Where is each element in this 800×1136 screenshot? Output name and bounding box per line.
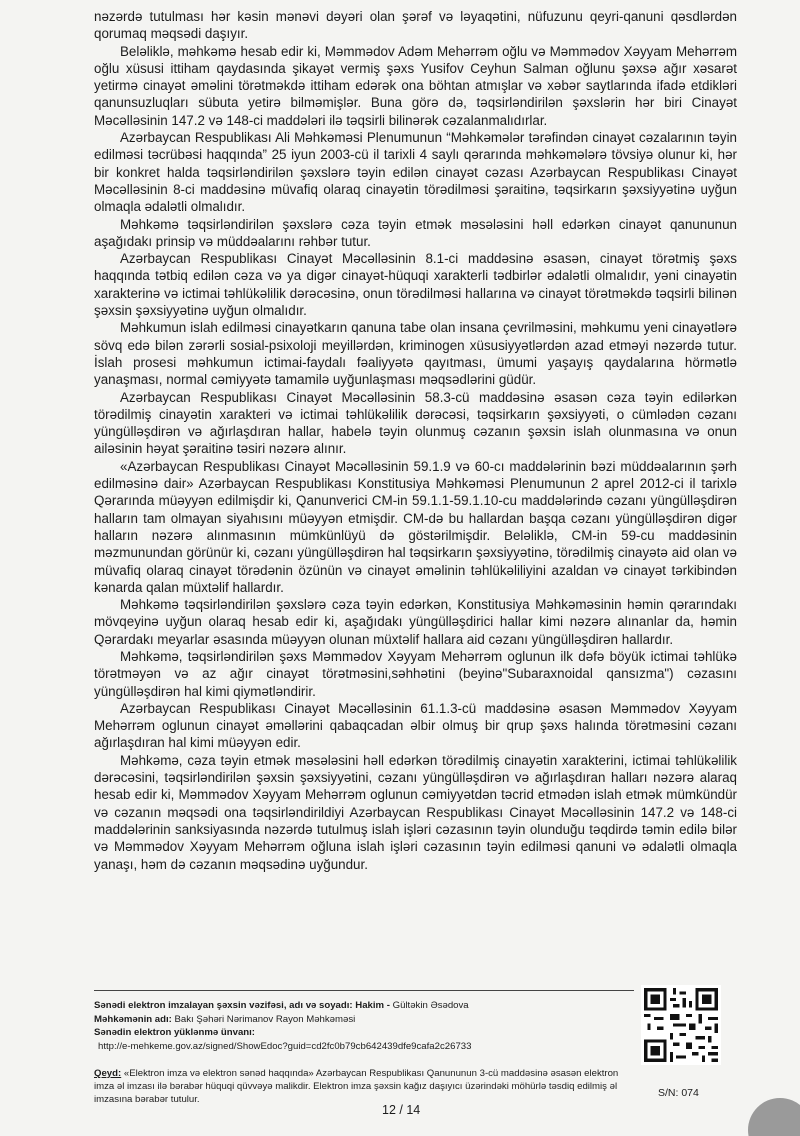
paragraph: Məhkumun islah edilməsi cinayətkarın qanuna tabe olan insana çevrilməsini, məhkumu yeni cinayətlərə sövq edə bilən zərərli sosial-psixoloji meyillərdən, kriminogen xüsusiyyətlərdən azad etməyi nəzərdə tutur. İslah prosesi məhkumun ictimai-faydalı fəaliyyətə qayıtması, ümumi yaşayış qaydalarına hörmətlə yanaşması, normal cəmiyyətə tamamilə uyğunlaşması məqsədlərini güdür. (94, 320, 737, 388)
paragraph: Məhkəmə, cəza təyin etmək məsələsini həll edərkən törədilmiş cinayətin xarakterini, ictimai təhlükəlilik dərəcəsini, təqsirləndirilən şəxsin şəxsiyyətini, cəzanı yüngülləşdirən və ağırlaşdıran halları nəzərə alaraq hesab edir ki, Məmmədov Xəyyam Mehərrəm oglunun cəmiyyətdən təcrid etmədən islah etmək mümkündür və cəzanın məqsədi ona təqsirləndirildiyi Azərbaycan Respublikası Cinayət Məcəlləsinin 147.2 və 148-ci maddələrinin sanksiyasında nəzərdə tutulmuş islah işləri cəzasının təyin olunduğu təqdirdə təmin edilə bilər və Məmmədov Xəyyam Mehərrəm oğluna islah işləri cəzasının təyin edilməsi qanuni və ədalətli olmaqla yanaşı, həm də cəzanın məqsədinə uyğundur. (94, 752, 737, 872)
address-label: Sənədin elektron yüklənmə ünvanı: (94, 1027, 256, 1039)
note-label: Qeyd: (94, 1068, 122, 1079)
signer-label: Sənədi elektron imzalayan şəxsin vəzifəsi, adı və soyadı: Hakim - (94, 1000, 390, 1011)
document-url[interactable]: http://e-mehkeme.gov.az/signed/ShowEdoc?guid=cd2fc0b79cb642439dfe9cafa2c26733 (98, 1040, 472, 1052)
paragraph: Məhkəmə təqsirləndirilən şəxslərə cəza təyin etmək məsələsini həll edərkən cinayət qanununun aşağıdakı prinsip və müddəalarını rəhbər tutur. (94, 216, 737, 249)
paragraph: Beləliklə, məhkəmə hesab edir ki, Məmmədov Adəm Mehərrəm oğlu və Məmmədov Xəyyam Mehərrəm oğlu xüsusi ittiham qaydasında şikayət vermiş şəxs Yusifov Ceyhun Salman oğlunu şəxsə ağır xəsarət yetirmə cinayət əməlini törətməkdə ittiham edərək ona böhtan atmışlar və xəbər saytlarında ifadə etdikləri qanunsuzluqları sübuta yetirə bilməmişlər. Buna görə də, təqsirləndirilən şəxslərin hər biri Cinayət Məcəlləsinin 147.2 və 148-ci maddələri ilə təqsirli bilinərək cəzalanmalıdırlar. (94, 43, 737, 128)
court-label: Məhkəmənin adı: (94, 1013, 172, 1025)
qr-code-icon (641, 985, 721, 1065)
paragraph: Azərbaycan Respublikası Cinayət Məcəlləsinin 61.1.3-cü maddəsinə əsasən Məmmədov Xəyyam Mehərrəm oglunun cinayət əməllərini qabaqcadan əlbir olmuş bir qrup şəxs halında törətməsini cəzanı ağırlaşdıran hal kimi müəyyən edir. (94, 700, 737, 751)
note-text: «Elektron imza və elektron sənəd haqqında» Azərbaycan Respublikası Qanununun 3-cü maddəsinə əsasən elektron imza əl imzası ilə bərabər hüquqi qüvvəyə malikdir. Elektron imza şəxsin kağız daşıyıcı üzərindəki möhürlə təsdiq edilmiş əl imzasına bərabər tutulur. (94, 1068, 619, 1105)
signer-name: Gültəkin Əsədova (392, 1000, 469, 1011)
footer-divider (94, 990, 634, 991)
serial-number: S/N: 074 (658, 1087, 699, 1099)
legal-note (94, 1067, 624, 1106)
court-line (94, 1013, 624, 1027)
court-name: Bakı Şəhəri Nərimanov Rayon Məhkəməsi (174, 1013, 356, 1025)
signer-line (94, 999, 624, 1013)
paragraph: Məhkəmə, təqsirləndirilən şəxs Məmmədov Xəyyam Mehərrəm oglunun ilk dəfə böyük ictimai təhlükə törətməyən və az ağır cinayət törətməsini,səhhətini (beyinə"Subaraxnoidal qansızma") cəzasını yüngülləşdirən hal kimi qiymətləndirir. (94, 648, 737, 699)
paragraph: Azərbaycan Respublikası Ali Məhkəməsi Plenumunun “Məhkəmələr tərəfindən cinayət cəzalarının təyin edilməsi təcrübəsi haqqında” 25 iyun 2003-cü il tarixli 4 saylı qərarında məhkəmələrə tövsiyə olunur ki, hər bir konkret halda təqsirləndirilən şəxslərə təyin edilən cinayət cəzası Azərbaycan Respublikası Cinayət Məcəlləsinin 8-ci maddəsinə müvafiq olaraq cinayətin törədilməsi şəraitinə, təqsirkarın şəxsiyyətinə uyğun olmaqla ədalətli olmalıdır. (94, 130, 737, 215)
paragraph: Məhkəmə təqsirləndirilən şəxslərə cəza təyin edərkən, Konstitusiya Məhkəməsinin həmin qərarındakı mövqeyinə uyğun olaraq hesab edir ki, aşağıdakı yüngülləşdirici hallar kimi nəzərə alınanlar da, həmin Qərardakı meyarlar əsasında müəyyən olunan müxtəlif hallara aid cəzanı yüngülləşdirən hallardır. (94, 597, 737, 647)
signature-metadata (94, 999, 624, 1053)
page-number: 12 / 14 (382, 1103, 421, 1117)
paragraph: Azərbaycan Respublikası Cinayət Məcəlləsinin 8.1-ci maddəsinə əsasən, cinayət törətmiş şəxs haqqında tətbiq edilən cəza və ya digər cinayət-hüquqi xarakterli tədbirlər ədalətli olmalıdır, yəni cinayətin xarakterinə və ictimai təhlükəlilik dərəcəsinə, onun törədilməsi hallarına və cinayət törətməkdə təqsirli bilinən şəxsin şəxsiyyətinə uyğun olmalıdır. (94, 251, 737, 319)
paragraph: nəzərdə tutulması hər kəsin mənəvi dəyəri olan şərəf və ləyaqətini, nüfuzunu qeyri-qanuni qəsdlərdən qorumaq məqsədi daşıyır. (94, 9, 737, 42)
paragraph: «Azərbaycan Respublikası Cinayət Məcəlləsinin 59.1.9 və 60-cı maddələrinin bəzi müddəalarının şərh edilməsinə dair» Azərbaycan Respublikası Konstitusiya Məhkəməsi Plenumunun 2 aprel 2012-ci il tarixlə Qərarında müəyyən edilmişdir ki, Qanunverici CM-in 59.1.1-59.1.10-cu maddələrində cəzanı yüngülləşdirən halların tam olmayan siyahısını müəyyən etmişdir. CM-də bu hallardan başqa cəzanı yüngülləşdirən digər halların nəzərə alınmasının mümkünlüyü də göstərilmişdir. Beləliklə, CM-in 59-cu maddəsinin məzmunundan görünür ki, cəzanı yüngülləşdirən hal təqsirkarın şəxsiyyətinə, törədilmiş cinayətə aid olan və müvafiq olaraq cinayət törədənin özünün və cinayət əməlinin təhlükəliliyini azaldan və cinayət tərkibindən kənarda qalan müxtəlif hallardır. (94, 458, 737, 595)
floating-action-button[interactable] (748, 1098, 800, 1136)
paragraph: Azərbaycan Respublikası Cinayət Məcəlləsinin 58.3-cü maddəsinə əsasən cəza təyin edilərkən törədilmiş cinayətin xarakteri və ictimai təhlükəlilik dərəcəsi, təqsirkarın şəxsiyyəti, o cümlədən cəzanı yüngülləşdirən və ağırlaşdıran hallar, habelə təyin olunmuş cəzanın şəxsin islah olunmasına və onun ailəsinin həyat şəraitinə təsiri nəzərə alınır. (94, 389, 737, 457)
document-body (94, 8, 737, 873)
